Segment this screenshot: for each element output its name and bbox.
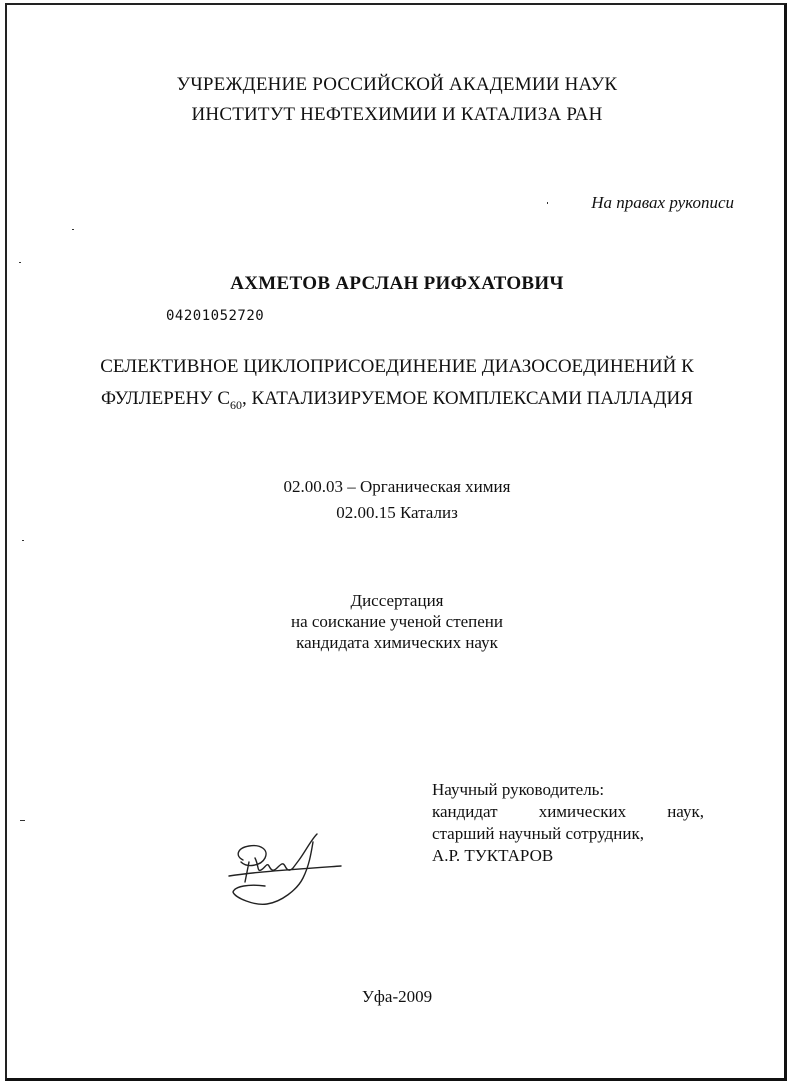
scan-speck — [72, 229, 74, 230]
supervisor-name: А.Р. ТУКТАРОВ — [432, 846, 554, 865]
degree-word: химических — [538, 802, 627, 821]
dissertation-line-3: кандидата химических наук — [296, 633, 498, 652]
title-line-2-suffix: , КАТАЛИЗИРУЕМОЕ КОМПЛЕКСАМИ ПАЛЛАДИЯ — [242, 388, 693, 409]
scan-speck — [547, 202, 548, 204]
institution-line-1: УЧРЕЖДЕНИЕ РОССИЙСКОЙ АКАДЕМИИ НАУК — [176, 74, 618, 95]
registration-code: 04201052720 — [166, 308, 265, 324]
specialties — [0, 474, 794, 526]
supervisor-degree — [432, 801, 704, 823]
specialty-1: 02.00.03 – Органическая химия — [283, 477, 511, 496]
scan-speck — [20, 820, 25, 821]
page-border — [5, 3, 787, 1081]
title-line-1: СЕЛЕКТИВНОЕ ЦИКЛОПРИСОЕДИНЕНИЕ ДИАЗОСОЕДИНЕНИЙ К — [100, 356, 694, 377]
scan-speck — [22, 540, 24, 541]
dissertation-block — [0, 590, 794, 653]
supervisor-block — [432, 779, 704, 867]
specialty-2: 02.00.15 Катализ — [336, 503, 458, 522]
author-name: АХМЕТОВ АРСЛАН РИФХАТОВИЧ — [230, 273, 564, 294]
dissertation-line-2: на соискание ученой степени — [290, 612, 504, 631]
supervisor-position: старший научный сотрудник, — [432, 824, 644, 843]
scan-speck — [19, 262, 21, 263]
c60-subscript: 60 — [230, 397, 243, 412]
signature — [225, 832, 345, 907]
city-year: Уфа-2009 — [361, 987, 433, 1006]
title-line-2-prefix: ФУЛЛЕРЕНУ С — [101, 388, 231, 409]
supervisor-label: Научный руководитель: — [432, 780, 605, 799]
degree-word: наук, — [667, 802, 704, 821]
title-line-2 — [0, 383, 794, 421]
manuscript-note: На правах рукописи — [591, 193, 734, 212]
dissertation-line-1: Диссертация — [350, 591, 444, 610]
institution-line-2: ИНСТИТУТ НЕФТЕХИМИИ И КАТАЛИЗА РАН — [191, 104, 603, 125]
degree-word: кандидат — [432, 802, 498, 821]
dissertation-title — [0, 351, 794, 421]
